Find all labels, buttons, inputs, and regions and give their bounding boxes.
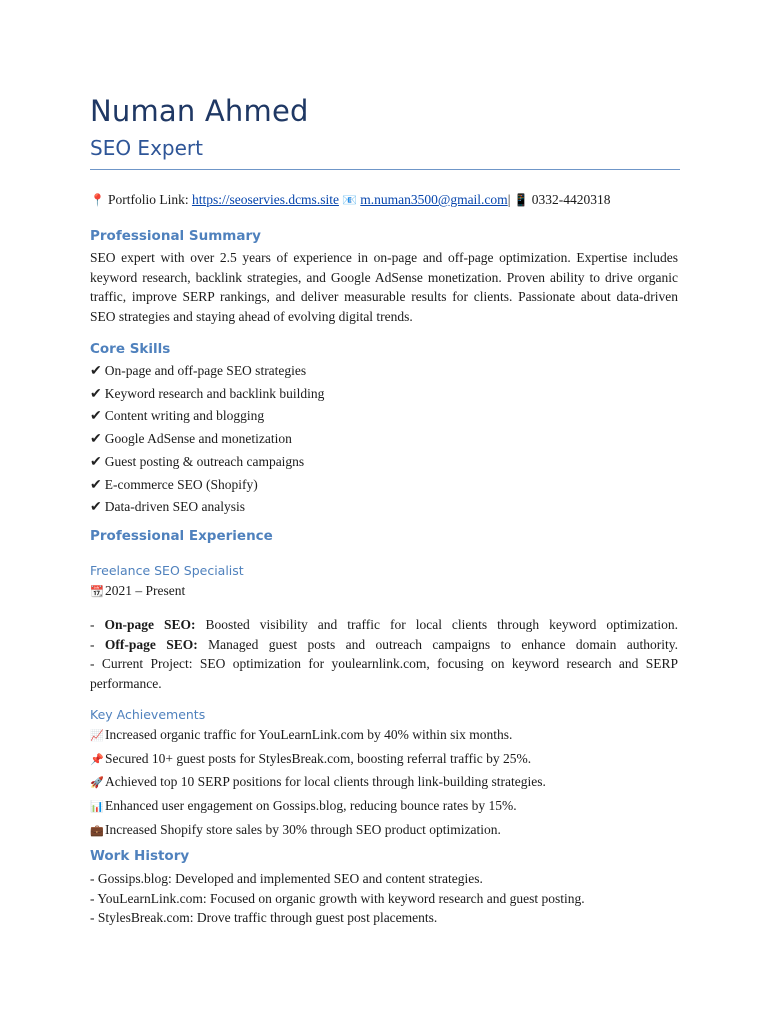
experience-heading: Professional Experience xyxy=(90,528,273,544)
pushpin-icon: 📌 xyxy=(90,753,104,766)
skill-item: ✔ Guest posting & outreach campaigns xyxy=(90,453,305,470)
achievement-item: 📈Increased organic traffic for YouLearnLink.com by 40% within six months. xyxy=(90,724,690,748)
skills-heading: Core Skills xyxy=(90,341,171,357)
portfolio-label: Portfolio Link: xyxy=(107,192,189,207)
phone-icon: 📱 xyxy=(513,193,529,207)
contact-separator: | xyxy=(507,192,511,207)
skill-item: ✔ Data-driven SEO analysis xyxy=(90,499,245,516)
candidate-title: SEO Expert xyxy=(90,136,203,160)
skill-item: ✔ Google AdSense and monetization xyxy=(90,431,292,448)
achievement-item: 🚀Achieved top 10 SERP positions for local clients through link-building strategies. xyxy=(90,771,690,795)
work-history-item: - Gossips.blog: Developed and implemented SEO and content strategies. xyxy=(90,871,483,886)
experience-details xyxy=(90,615,678,693)
experience-line: - Off-page SEO: Managed guest posts and outreach campaigns to enhance domain authority. xyxy=(90,636,678,652)
summary-text: SEO expert with over 2.5 years of experience in on-page and off-page optimization. Expertise includes keyword research, backlink strategies, and Google AdSense monetization. Proven ability to drive organic traffic, improve SERP rankings, and deliver measurable results for clients. Passionate about data-driven SEO strategies and staying ahead of evolving digital trends. xyxy=(90,250,678,324)
pin-icon: 📍 xyxy=(90,193,105,207)
chart-up-icon: 📈 xyxy=(90,730,104,742)
checkmark-icon: ✔ xyxy=(90,409,102,425)
candidate-name: Numan Ahmed xyxy=(90,94,309,128)
work-history-heading: Work History xyxy=(90,848,190,864)
experience-role: Freelance SEO Specialist xyxy=(90,563,244,578)
checkmark-icon: ✔ xyxy=(90,454,102,470)
email-link[interactable]: m.numan3500@gmail.com xyxy=(360,192,508,207)
contact-line xyxy=(90,191,690,209)
checkmark-icon: ✔ xyxy=(90,500,102,516)
work-history-list xyxy=(90,869,678,928)
skill-item: ✔ Keyword research and backlink building xyxy=(90,385,325,402)
envelope-icon: 📧 xyxy=(342,193,358,207)
checkmark-icon: ✔ xyxy=(90,432,102,448)
briefcase-icon: 💼 xyxy=(90,824,104,837)
checkmark-icon: ✔ xyxy=(90,364,102,379)
work-history-item: - StylesBreak.com: Drove traffic through guest post placements. xyxy=(90,910,438,925)
bar-chart-icon: 📊 xyxy=(90,801,104,814)
achievement-item: 📊Enhanced user engagement on Gossips.blog, reducing bounce rates by 15%. xyxy=(90,795,690,819)
header-divider xyxy=(90,169,680,170)
achievement-item: 💼Increased Shopify store sales by 30% through SEO product optimization. xyxy=(90,819,690,843)
skill-item: ✔ On-page and off-page SEO strategies xyxy=(90,363,307,379)
work-history-item: - YouLearnLink.com: Focused on organic growth with keyword research and guest posting. xyxy=(90,890,585,906)
checkmark-icon: ✔ xyxy=(90,386,102,402)
achievements-list xyxy=(90,724,690,843)
experience-line: - On-page SEO: Boosted visibility and traffic for local clients through keyword optimization. xyxy=(90,617,679,632)
rocket-icon: 🚀 xyxy=(90,777,104,790)
portfolio-link[interactable]: https://seoservies.dcms.site xyxy=(191,192,339,207)
skill-item: ✔ E-commerce SEO (Shopify) xyxy=(90,476,258,493)
checkmark-icon: ✔ xyxy=(90,477,102,493)
achievements-heading: Key Achievements xyxy=(90,707,206,722)
summary-heading: Professional Summary xyxy=(90,228,261,244)
skill-item: ✔ Content writing and blogging xyxy=(90,408,265,425)
phone-number: 0332-4420318 xyxy=(531,192,611,207)
achievement-item: 📌Secured 10+ guest posts for StylesBreak.com, boosting referral traffic by 25%. xyxy=(90,748,690,772)
skills-list xyxy=(90,360,690,519)
experience-period: 📆2021 – Present xyxy=(90,581,678,603)
experience-line: - Current Project: SEO optimization for youlearnlink.com, focusing on keyword research and SERP performance. xyxy=(90,656,678,691)
calendar-icon: 📆 xyxy=(90,586,104,598)
